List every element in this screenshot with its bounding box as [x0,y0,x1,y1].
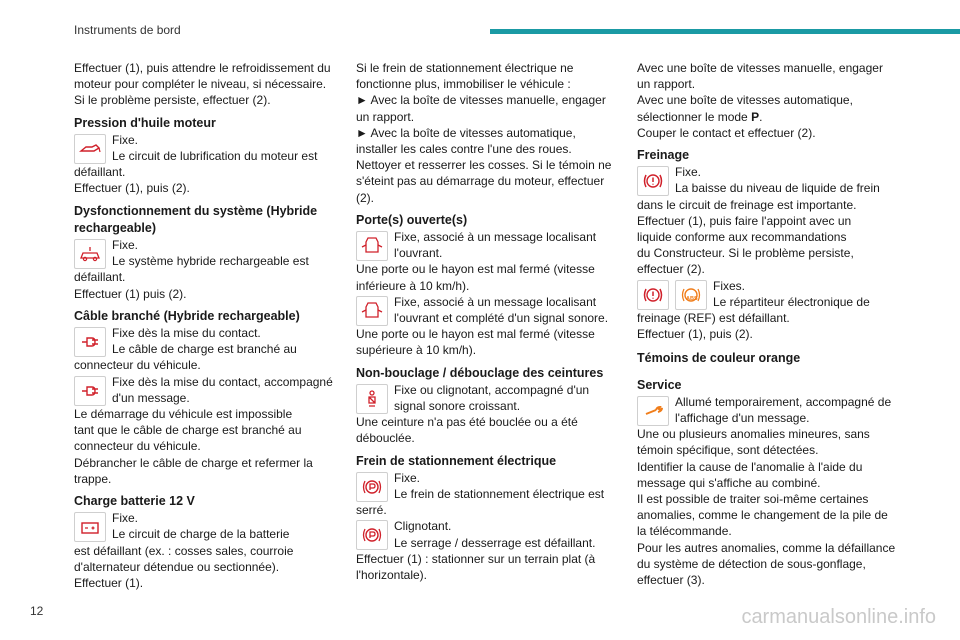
text-line: trappe. [74,471,112,486]
text-line: Si le problème persiste, effectuer (2). [74,93,271,108]
warning-block [637,394,902,426]
text-line: l'horizontale). [356,568,427,583]
text-line: ► Avec la boîte de vitesses manuelle, engager [356,93,606,108]
battery-icon [74,512,106,542]
charging-plug-icon [74,327,106,357]
text-line: un rapport. [637,77,696,92]
text-line: effectuer (3). [637,573,705,588]
section-heading-doors: Porte(s) ouverte(s) [356,212,468,227]
wrench-icon [637,396,669,426]
text-line: est défaillant (ex. : cosses sales, courroie [74,543,294,558]
text-line: (2). [356,190,374,205]
section-heading-hybrid-2: rechargeable) [74,220,156,235]
text-line: Effectuer (1), puis attendre le refroidissement du [74,61,331,75]
text-line: Effectuer (1), puis (2). [637,327,753,342]
text-line: anomalies, comme le changement de la pile de [637,508,888,523]
brake-warning-icon [637,280,669,310]
text-line [637,109,902,125]
text-line: l'ouvrant et complété d'un signal sonore. [394,311,609,326]
text-line: fonctionne plus, immobiliser le véhicule : [356,77,571,92]
text-line: freinage (REF) est défaillant. [637,311,790,326]
text-line: inférieure à 10 km/h). [356,278,470,293]
text-line: ► Avec la boîte de vitesses automatique, [356,125,576,140]
text-line: s'éteint pas au démarrage du moteur, effectuer [356,174,605,189]
text-line: Fixe, associé à un message localisant [394,294,597,309]
text-line: débouclée. [356,431,415,446]
text-line: Fixes. [713,278,746,293]
text-line: défaillant. [74,270,126,285]
text-line: un rapport. [356,109,415,124]
text-span: sélectionner le mode [637,109,752,124]
section-heading-cable: Câble branché (Hybride rechargeable) [74,308,300,323]
gear-mode-p: P [751,109,760,124]
charging-plug-icon [74,376,106,406]
text-line: l'affichage d'un message. [675,411,810,426]
brake-warning-icon [637,166,669,196]
text-line: Fixe ou clignotant, accompagné d'un [394,382,590,397]
text-line: Fixe. [112,511,139,526]
oil-can-icon [74,134,106,164]
text-line: connecteur du véhicule. [74,358,201,373]
text-line: Allumé temporairement, accompagné de [675,394,892,409]
text-line: Clignotant. [394,519,452,534]
text-line: Pour les autres anomalies, comme la défaillance [637,540,896,555]
warning-block [356,229,621,261]
abs-icon [675,280,707,310]
section-heading-parking-brake: Frein de stationnement électrique [356,453,557,468]
text-line: signal sonore croissant. [394,399,521,414]
text-line: Le serrage / desserrage est défaillant. [394,535,596,550]
text-line: installer les cales contre l'une des roues. [356,142,572,157]
watermark: carmanualsonline.info [741,606,936,628]
text-line: dans le circuit de freinage est importante. [637,197,857,212]
text-line: liquide conforme aux recommandations [637,230,847,245]
text-line: Fixe dès la mise du contact, accompagné [112,374,333,389]
text-line: Fixe, associé à un message localisant [394,230,597,245]
text-line: défaillant. [74,165,126,180]
text-line: Il est possible de traiter soi-même certaines [637,492,869,507]
text-line: La baisse du niveau de liquide de frein [675,181,880,196]
section-heading-seatbelts: Non-bouclage / débouclage des ceintures [356,365,604,380]
text-line: d'alternateur détendue ou sectionnée). [74,559,280,574]
warning-block [356,382,621,414]
text-line: Fixe. [112,132,139,147]
column-3 [637,60,902,588]
text-line: effectuer (2). [637,262,705,277]
text-line: message qui s'affiche au combiné. [637,475,821,490]
warning-block [356,294,621,326]
section-heading-battery: Charge batterie 12 V [74,494,195,509]
text-line: Couper le contact et effectuer (2). [637,125,816,140]
text-line: Avec une boîte de vitesses automatique, [637,93,853,108]
text-line: Une ou plusieurs anomalies mineures, sans [637,427,870,442]
text-line: Le frein de stationnement électrique est [394,487,605,502]
column-1 [74,60,339,591]
text-line: Effectuer (1), puis faire l'appoint avec un [637,213,852,228]
header-accent-bar [490,29,960,34]
text-line: Le système hybride rechargeable est [112,254,309,269]
hybrid-car-warning-icon [74,239,106,269]
text-line: Identifier la cause de l'anomalie à l'aide du [637,459,863,474]
text-line: Avec une boîte de vitesses manuelle, engager [637,61,883,75]
text-line: Fixe. [675,165,702,180]
text-line: moteur pour compléter le niveau, si nécessaire. [74,77,327,92]
text-line: Effectuer (1) puis (2). [74,286,187,301]
text-line: tant que le câble de charge est branché au [74,423,302,438]
section-heading-hybrid: Dysfonctionnement du système (Hybride [74,203,318,218]
text-line: Fixe. [112,238,139,253]
text-line: l'ouvrant. [394,246,443,261]
section-heading-service: Service [637,377,682,392]
parking-brake-icon [356,520,388,550]
door-open-icon [356,296,388,326]
text-line: la télécommande. [637,524,732,539]
warning-block [637,278,902,310]
warning-block [74,374,339,406]
text-line: Le circuit de lubrification du moteur est [112,149,318,164]
text-line: Fixe dès la mise du contact. [112,326,261,341]
column-2 [356,60,621,583]
text-line: Nettoyer et resserrer les cosses. Si le témoin ne [356,158,612,173]
parking-brake-icon [356,472,388,502]
seatbelt-icon [356,384,388,414]
page-number: 12 [30,604,44,618]
text-line: Le répartiteur électronique de [713,294,870,309]
warning-block [74,325,339,357]
warning-block [356,470,621,502]
abs-label: ABS [686,295,698,302]
section-heading-oil-pressure: Pression d'huile moteur [74,115,216,130]
text-line: Une porte ou le hayon est mal fermé (vitesse [356,327,595,342]
text-line: Le démarrage du véhicule est impossible [74,407,293,422]
warning-block [637,164,902,196]
warning-block [74,510,339,542]
section-heading-braking: Freinage [637,148,690,163]
text-line: Le circuit de charge de la batterie [112,527,290,542]
door-open-icon [356,231,388,261]
text-line: supérieure à 10 km/h). [356,343,477,358]
text-line: Le câble de charge est branché au [112,342,297,357]
text-line: Si le frein de stationnement électrique ne [356,61,574,75]
text-line: Une porte ou le hayon est mal fermé (vitesse [356,262,595,277]
warning-block [74,237,339,269]
text-line: Effectuer (1) : stationner sur un terrain plat (à [356,551,596,566]
text-line: serré. [356,503,387,518]
warning-block [356,518,621,550]
text-line: d'un message. [112,390,190,405]
text-line: Fixe. [394,470,421,485]
text-line: Effectuer (1), puis (2). [74,181,190,196]
text-line: Débrancher le câble de charge et refermer la [74,455,313,470]
text-line: connecteur du véhicule. [74,439,201,454]
page-header-title: Instruments de bord [74,23,181,37]
text-line: témoin spécifique, sont détectées. [637,443,819,458]
text-line: du Constructeur. Si le problème persiste, [637,246,854,261]
text-line: Effectuer (1). [74,576,144,591]
text-line: du système de détection de sous-gonflage, [637,556,866,571]
text-span: . [759,109,763,124]
warning-block [74,132,339,164]
text-line: Une ceinture n'a pas été bouclée ou a été [356,415,578,430]
section-heading-orange-lights: Témoins de couleur orange [637,351,801,366]
